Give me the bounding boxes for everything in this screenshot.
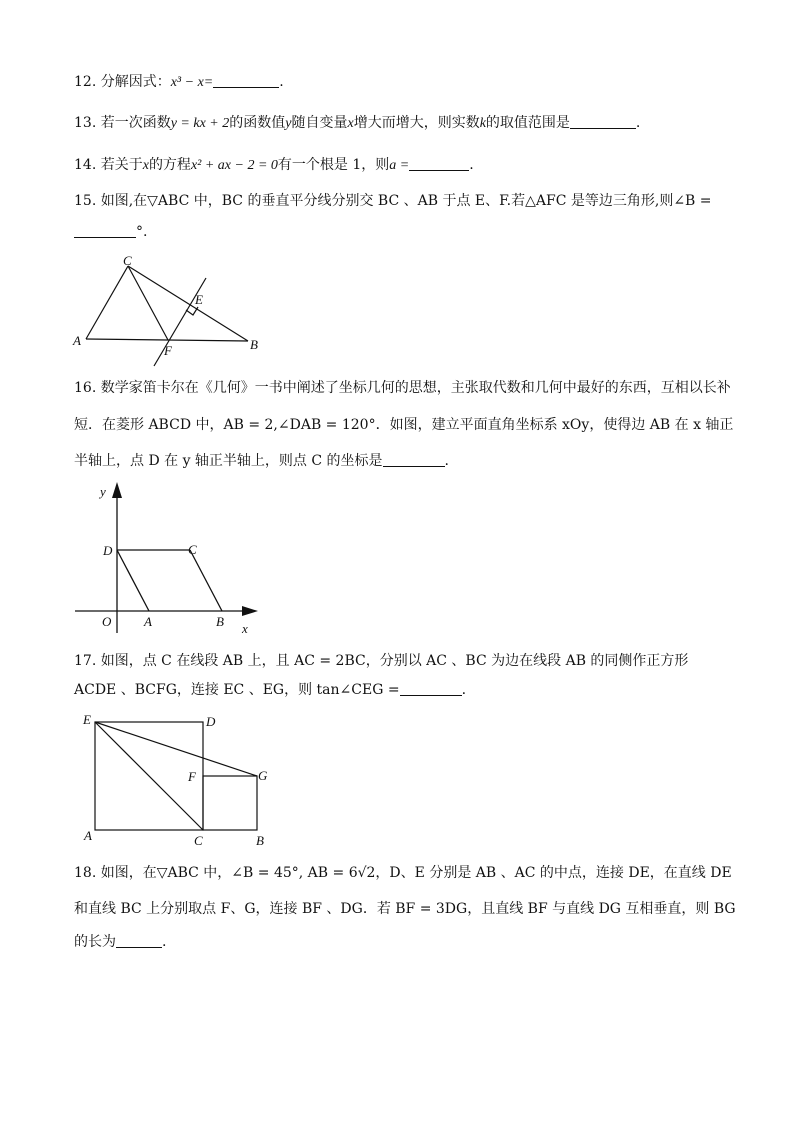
question-text: 数学家笛卡尔在《几何》一书中阐述了坐标几何的思想，主张取代数和几何中最好的东西，互相以长补 (100, 380, 731, 396)
math-expression: y = kx + 2 (170, 116, 230, 131)
label-B: B (216, 614, 224, 629)
question-number: 15. (74, 193, 97, 209)
answer-blank[interactable] (213, 73, 279, 88)
label-C: C (194, 833, 203, 848)
question-text: 如图，点 C 在线段 AB 上，且 AC = 2BC，分别以 AC 、BC 为边在线段 AB 的同侧作正方形 (100, 653, 689, 669)
segment-CB (128, 266, 248, 341)
question-number: 12. (74, 74, 97, 90)
label-F: F (188, 769, 196, 784)
question-text: 分解因式： (100, 74, 171, 90)
segment-CA (86, 266, 128, 339)
question-15-line2: °. (74, 222, 724, 242)
answer-blank[interactable] (383, 452, 445, 467)
label-C: C (123, 254, 132, 268)
label-A: A (144, 614, 152, 629)
question-number: 18. (74, 865, 97, 881)
figure-16-rhombus (70, 478, 270, 638)
answer-blank[interactable] (400, 681, 462, 696)
label-B: B (256, 833, 264, 848)
label-B: B (250, 337, 258, 352)
figure-17-squares (78, 708, 278, 852)
label-A: A (84, 828, 92, 843)
y-axis-arrow (112, 482, 122, 498)
question-16-line2: 短．在菱形 ABCD 中，AB = 2,∠DAB = 120°．如图，建立平面直角坐标系 xOy，使得边 AB 在 x 轴正 (74, 417, 734, 433)
segment-DA (117, 550, 149, 611)
question-16 (74, 378, 731, 398)
square-BCFG (203, 776, 257, 830)
label-E: E (195, 292, 203, 307)
label-D: D (206, 714, 216, 729)
question-15 (74, 191, 724, 211)
math-expression: x³ − x= (170, 75, 214, 90)
answer-blank[interactable] (409, 156, 469, 171)
question-18-line3: 的长为 . (74, 934, 167, 950)
question-13: 13. 若一次函数y = kx + 2的函数值y随自变量x增大而增大，则实数k的取值范围是 . (74, 115, 641, 131)
answer-blank[interactable] (74, 223, 136, 238)
question-18 (74, 863, 732, 883)
segment-EG (95, 722, 257, 776)
segment-EC (95, 722, 203, 830)
label-x: x (242, 621, 248, 636)
label-F: F (164, 343, 172, 358)
question-17-line2: ACDE 、BCFG，连接 EC 、EG，则 tan∠CEG = . (74, 682, 467, 698)
question-number: 17. (74, 653, 97, 669)
question-text: 如图，在▽ABC 中，∠B = 45°, AB = 6√2，D、E 分别是 AB 、AC 的中点，连接 DE，在直线 DE (100, 865, 732, 881)
math-expression: x² + ax − 2 = 0 (190, 158, 278, 173)
label-A: A (73, 333, 81, 348)
segment-CB (190, 550, 222, 611)
question-16-line3: 半轴上，点 D 在 y 轴正半轴上，则点 C 的坐标是 . (74, 453, 449, 469)
segment-CF (128, 266, 168, 340)
question-18-line2: 和直线 BC 上分别取点 F、G，连接 BF 、DG．若 BF = 3DG，且直线 BF 与直线 DG 互相垂直，则 BG (74, 901, 736, 917)
answer-blank[interactable] (116, 933, 162, 948)
label-O: O (102, 614, 112, 629)
figure-15-triangle (70, 254, 270, 372)
label-D: D (103, 543, 113, 558)
question-text: 如图,在▽ABC 中，BC 的垂直平分线分别交 BC 、AB 于点 E、F.若△AFC 是等边三角形,则∠B = (100, 193, 712, 209)
question-number: 13. (74, 115, 97, 131)
label-E: E (83, 712, 91, 727)
question-number: 16. (74, 380, 97, 396)
answer-blank[interactable] (570, 114, 636, 129)
question-number: 14. (74, 157, 97, 173)
question-14: 14. 若关于x的方程x² + ax − 2 = 0有一个根是 1，则a = . (74, 157, 474, 173)
label-G: G (258, 768, 268, 783)
label-C: C (188, 542, 197, 557)
label-y: y (100, 484, 106, 499)
x-axis-arrow (242, 606, 258, 616)
question-12: 12. 分解因式：x³ − x= . (74, 74, 284, 90)
question-17 (74, 651, 724, 671)
